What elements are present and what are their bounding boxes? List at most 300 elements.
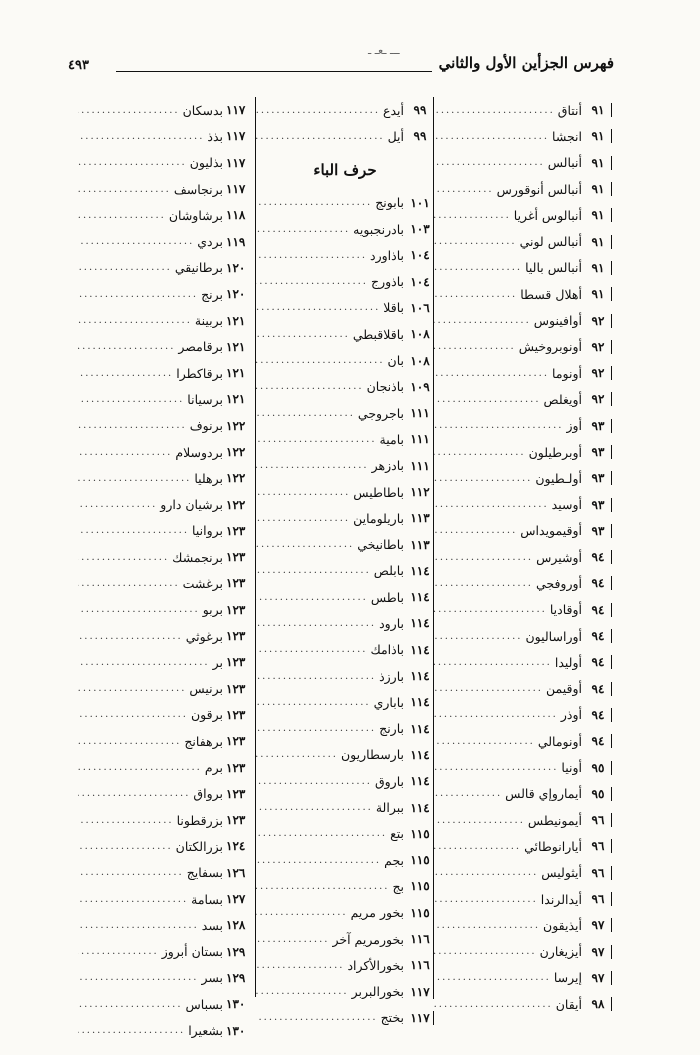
entry-name: بخورالبربر	[351, 984, 404, 1000]
leader-dots	[256, 934, 332, 945]
leader-dots	[256, 1012, 381, 1023]
entry-name: برسيانا	[187, 391, 223, 407]
leader-dots	[434, 210, 514, 221]
index-entry	[256, 400, 434, 426]
index-entry	[256, 295, 434, 321]
entry-page-number: ٩٤	[585, 550, 612, 564]
entry-name: بردي	[197, 234, 223, 250]
entry-page-number: ١٢٩	[226, 944, 246, 959]
entry-name: برهفانج	[184, 733, 223, 749]
leader-dots	[256, 329, 353, 340]
index-entry	[256, 216, 434, 242]
leader-dots	[434, 552, 536, 563]
index-entry	[434, 518, 612, 544]
leader-dots	[256, 802, 376, 813]
leader-dots	[78, 841, 176, 852]
entry-page-number: ١٢٣	[226, 629, 246, 644]
index-entry	[78, 386, 256, 412]
leader-dots	[256, 828, 390, 839]
entry-name: أنتاق	[557, 102, 582, 118]
index-entry	[256, 952, 434, 978]
entry-page-number: ١٢٤	[226, 839, 246, 854]
entry-page-number: ١١٧	[407, 985, 434, 999]
index-entry	[78, 702, 256, 728]
leader-dots	[78, 341, 178, 352]
entry-page-number: ٩٤	[585, 629, 612, 643]
index-entry	[434, 965, 612, 991]
index-entry	[434, 544, 612, 570]
index-column-1	[433, 97, 612, 1012]
entry-name: بدسكان	[182, 102, 223, 118]
leader-dots	[256, 539, 357, 550]
leader-dots	[434, 262, 525, 273]
entry-page-number: ١١٥	[407, 906, 434, 920]
index-entry	[78, 97, 256, 123]
leader-dots	[78, 867, 187, 878]
entry-name: بزرالكتان	[175, 838, 223, 854]
leader-dots	[78, 473, 194, 484]
entry-name: بسر	[201, 970, 223, 986]
index-entry	[256, 1005, 434, 1031]
entry-name: أيدع	[383, 102, 404, 118]
entry-page-number: ١١١	[407, 432, 434, 446]
leader-dots	[256, 697, 374, 708]
leader-dots	[78, 157, 190, 168]
entry-page-number: ١١٢	[407, 485, 434, 499]
index-entry	[78, 649, 256, 675]
entry-page-number: ١٢١	[226, 366, 246, 381]
index-entry	[78, 807, 256, 833]
index-entry	[78, 728, 256, 754]
entry-page-number: ١٢٠	[226, 287, 246, 302]
entry-page-number: ٩٤	[585, 603, 612, 617]
leader-dots	[256, 276, 371, 287]
entry-page-number: ٩١	[585, 261, 612, 275]
leader-dots	[434, 499, 552, 510]
index-entry	[434, 150, 612, 176]
entry-name: بان	[387, 353, 404, 369]
entry-name: بزرقطونا	[176, 812, 223, 828]
entry-page-number: ٩٧	[585, 971, 612, 985]
leader-dots	[434, 736, 538, 747]
index-entry	[434, 833, 612, 859]
entry-page-number: ١٢٣	[226, 523, 246, 538]
entry-name: برنوف	[189, 418, 223, 434]
entry-name: بربينة	[194, 313, 223, 329]
entry-page-number: ١٢٦	[226, 865, 246, 880]
entry-name: أوروفجي	[535, 575, 582, 591]
index-entry	[256, 900, 434, 926]
index-entry	[256, 426, 434, 452]
entry-name: باريلوماين	[353, 510, 404, 526]
index-entry	[256, 610, 434, 636]
leader-dots	[256, 197, 375, 208]
entry-page-number: ١١٦	[407, 932, 434, 946]
leader-dots	[256, 776, 375, 787]
leader-dots	[434, 289, 520, 300]
index-entry	[78, 965, 256, 991]
index-entry	[434, 807, 612, 833]
entry-name: إيرسا	[553, 970, 582, 986]
index-entry	[78, 228, 256, 254]
index-entry	[256, 321, 434, 347]
entry-page-number: ١٢١	[226, 392, 246, 407]
entry-page-number: ١٢٢	[226, 471, 246, 486]
index-entry	[78, 886, 256, 912]
leader-dots	[78, 262, 175, 273]
entry-page-number: ٩٣	[585, 471, 612, 485]
leader-dots	[434, 394, 544, 405]
index-entry	[256, 979, 434, 1005]
index-entry	[434, 386, 612, 412]
index-entry	[78, 912, 256, 938]
leader-dots	[434, 315, 534, 326]
entry-name: بذذ	[207, 128, 223, 144]
entry-page-number: ١١٤	[407, 590, 434, 604]
entry-name: أنبالس لوني	[519, 234, 582, 250]
leader-dots	[434, 447, 529, 458]
leader-dots	[434, 867, 541, 878]
index-entry	[256, 794, 434, 820]
entry-name: أولـطيون	[535, 470, 582, 486]
entry-name: برغوثي	[185, 628, 223, 644]
entry-name: أوشيرس	[536, 549, 582, 565]
entry-page-number: ٩١	[585, 182, 612, 196]
index-entry	[78, 991, 256, 1017]
entry-name: بخورمريم آخر	[332, 931, 404, 947]
leader-dots	[256, 487, 353, 498]
entry-name: أوبرطيلون	[528, 444, 582, 460]
entry-name: أوسيد	[551, 497, 582, 513]
leader-dots	[78, 236, 197, 247]
index-entry	[256, 584, 434, 610]
index-entry	[434, 281, 612, 307]
index-entry	[434, 307, 612, 333]
index-entry	[256, 479, 434, 505]
index-entry	[78, 623, 256, 649]
entry-name: أونيا	[561, 760, 582, 776]
entry-page-number: ١٣٠	[226, 1023, 246, 1038]
leader-dots	[256, 513, 353, 524]
entry-name: بارود	[379, 615, 404, 631]
entry-page-number: ٩٧	[585, 918, 612, 932]
index-entry	[78, 176, 256, 202]
entry-page-number: ١٠٨	[407, 327, 434, 341]
entry-page-number: ١١٧	[226, 129, 246, 144]
entry-name: بسامة	[191, 891, 223, 907]
index-entry	[434, 623, 612, 649]
index-entry	[434, 860, 612, 886]
entry-page-number: ٩٤	[585, 576, 612, 590]
leader-dots	[78, 604, 203, 615]
index-entry	[78, 123, 256, 149]
entry-page-number: ٩٦	[585, 813, 612, 827]
leader-dots	[256, 302, 383, 313]
entry-name: باطاطيس	[353, 484, 404, 500]
entry-page-number: ١٣٠	[226, 997, 246, 1012]
entry-name: برنيس	[189, 681, 223, 697]
entry-page-number: ١١٤	[407, 774, 434, 788]
leader-dots	[78, 972, 201, 983]
leader-dots	[78, 1025, 188, 1036]
entry-name: أيارانوطائي	[524, 838, 582, 854]
entry-page-number: ١١٤	[407, 801, 434, 815]
entry-page-number: ١٢١	[226, 313, 246, 328]
entry-name: برشيان دارو	[160, 497, 223, 513]
entry-page-number: ١١٤	[407, 564, 434, 578]
entry-name: باذامك	[370, 642, 404, 658]
index-entry	[434, 360, 612, 386]
index-entry	[256, 531, 434, 557]
leader-dots	[256, 881, 392, 892]
index-entry	[434, 123, 612, 149]
entry-name: برقون	[191, 707, 223, 723]
entry-name: أيل	[387, 128, 404, 144]
leader-dots	[434, 473, 535, 484]
leader-dots	[78, 552, 172, 563]
entry-page-number: ١١٩	[226, 234, 246, 249]
index-entry	[256, 821, 434, 847]
leader-dots	[434, 788, 505, 799]
index-entry	[256, 768, 434, 794]
entry-name: أوقيمويداس	[520, 523, 582, 539]
entry-name: بجم	[384, 852, 404, 868]
entry-page-number: ١٠٨	[407, 354, 434, 368]
entry-name: بسد	[201, 917, 223, 933]
index-entry	[434, 202, 612, 228]
entry-name: بشعيرا	[188, 1023, 223, 1039]
index-column-3	[78, 97, 256, 1039]
leader-dots	[78, 578, 183, 589]
leader-dots	[256, 131, 388, 142]
entry-name: برواق	[193, 786, 223, 802]
entry-name: أيماروإي قالس	[505, 786, 582, 802]
entry-name: باطس	[370, 589, 404, 605]
leader-dots	[78, 289, 201, 300]
entry-name: ببرالة	[375, 800, 404, 816]
entry-name: باقلاقبطي	[352, 326, 404, 342]
entry-page-number: ١٢٢	[226, 445, 246, 459]
leader-dots	[256, 855, 384, 866]
entry-name: أيذيقون	[543, 917, 582, 933]
leader-dots	[78, 210, 169, 221]
index-entry	[434, 491, 612, 517]
entry-page-number: ١٢٣	[226, 576, 246, 591]
leader-dots	[78, 946, 162, 957]
entry-page-number: ١٢٣	[226, 813, 246, 828]
leader-dots	[434, 604, 550, 615]
handwritten-mark: ـــ ـعـ ـ	[368, 44, 400, 57]
index-entry	[434, 754, 612, 780]
entry-page-number: ٩١	[585, 208, 612, 222]
entry-name: بادزهر	[371, 458, 404, 474]
entry-page-number: ٩١	[585, 235, 612, 249]
leader-dots	[434, 815, 528, 826]
leader-dots	[434, 762, 561, 773]
leader-dots	[78, 736, 184, 747]
leader-dots	[434, 894, 541, 905]
index-entry	[256, 847, 434, 873]
leader-dots	[256, 355, 388, 366]
entry-page-number: ١١٧	[407, 1011, 434, 1025]
leader-dots	[434, 946, 540, 957]
leader-dots	[434, 920, 543, 931]
entry-page-number: ١١١	[407, 406, 434, 420]
index-entry	[256, 637, 434, 663]
entry-name: بارسطاريون	[340, 747, 404, 763]
entry-page-number: ١١٨	[226, 208, 246, 223]
entry-page-number: ١٢٣	[226, 734, 246, 749]
entry-page-number: ١٢٣	[226, 786, 246, 801]
leader-dots	[434, 999, 556, 1010]
entry-page-number: ٩١	[585, 156, 612, 170]
index-entry	[256, 926, 434, 952]
index-entry	[78, 833, 256, 859]
entry-page-number: ١٢٣	[226, 760, 246, 775]
entry-name: برطانيقي	[174, 260, 223, 276]
leader-dots	[434, 841, 524, 852]
leader-dots	[434, 525, 520, 536]
entry-page-number: ١٢٣	[226, 550, 246, 565]
entry-name: برنجمشك	[172, 549, 223, 565]
index-entry	[434, 255, 612, 281]
entry-page-number: ١١٤	[407, 722, 434, 736]
leader-dots	[434, 631, 525, 642]
leader-dots	[78, 105, 183, 116]
leader-dots	[256, 408, 358, 419]
leader-dots	[434, 184, 497, 195]
leader-dots	[434, 709, 561, 720]
index-entry	[256, 689, 434, 715]
entry-page-number: ٩٣	[585, 524, 612, 538]
index-entry	[434, 702, 612, 728]
entry-page-number: ١١٤	[407, 695, 434, 709]
entry-name: برقاكطرا	[176, 365, 223, 381]
leader-dots	[78, 420, 190, 431]
index-entry	[434, 991, 612, 1017]
entry-name: بسفايج	[186, 865, 223, 881]
leader-dots	[78, 657, 213, 668]
entry-page-number: ١١٦	[407, 958, 434, 972]
index-entry	[434, 728, 612, 754]
entry-page-number: ٩٤	[585, 734, 612, 748]
entry-name: باطانيخي	[357, 537, 404, 553]
index-entry	[434, 939, 612, 965]
index-entry	[256, 453, 434, 479]
leader-dots	[78, 315, 195, 326]
index-columns	[78, 97, 612, 1039]
entry-page-number: ٩٤	[585, 655, 612, 669]
leader-dots	[434, 578, 536, 589]
leader-dots	[78, 683, 189, 694]
entry-page-number: ١٠٦	[407, 301, 434, 315]
entry-page-number: ١١٣	[407, 538, 434, 552]
page-number: ٤٩٣	[68, 58, 89, 73]
entry-page-number: ٩٥	[585, 761, 612, 775]
entry-name: بستان أبروز	[161, 944, 223, 960]
index-entry	[434, 228, 612, 254]
leader-dots	[256, 723, 379, 734]
entry-name: أيثوليس	[541, 865, 582, 881]
leader-dots	[256, 960, 347, 971]
entry-name: باقلا	[383, 300, 404, 316]
section-heading: حرف الباء	[313, 160, 377, 179]
entry-name: أيقان	[555, 996, 582, 1012]
entry-page-number: ٩١	[585, 287, 612, 301]
entry-name: برم	[204, 760, 223, 776]
entry-name: أوز	[566, 418, 582, 434]
index-entry	[78, 939, 256, 965]
entry-name: باذورج	[371, 274, 404, 290]
index-entry	[256, 242, 434, 268]
entry-name: أيدالرندا	[540, 891, 582, 907]
entry-page-number: ١٢٩	[226, 970, 246, 985]
entry-name: أويغلص	[543, 391, 582, 407]
entry-name: أوقاديا	[549, 602, 582, 618]
index-entry	[434, 597, 612, 623]
entry-page-number: ١٢٣	[226, 655, 246, 670]
leader-dots	[256, 434, 380, 445]
entry-name: بتع	[390, 826, 404, 842]
leader-dots	[434, 131, 552, 142]
index-entry	[78, 570, 256, 596]
index-entry	[78, 860, 256, 886]
entry-name: بر	[212, 654, 223, 670]
entry-page-number: ١٢٢	[226, 418, 246, 433]
entry-name: أنبالس	[547, 155, 582, 171]
leader-dots	[256, 565, 374, 576]
index-entry	[434, 97, 612, 123]
entry-page-number: ٩٤	[585, 682, 612, 696]
index-entry	[434, 649, 612, 675]
index-entry	[78, 439, 256, 465]
entry-name: باجروجي	[357, 405, 404, 421]
index-entry	[434, 334, 612, 360]
index-entry	[434, 413, 612, 439]
entry-name: أوافينوس	[533, 313, 582, 329]
leader-dots	[78, 894, 191, 905]
index-entry	[78, 1017, 256, 1043]
index-entry	[256, 558, 434, 584]
entry-name: بابلص	[373, 563, 404, 579]
leader-dots	[78, 131, 207, 142]
leader-dots	[434, 657, 555, 668]
leader-dots	[78, 447, 175, 458]
entry-page-number: ١٢٠	[226, 260, 246, 275]
index-entry	[78, 491, 256, 517]
leader-dots	[434, 972, 554, 983]
entry-page-number: ٩٥	[585, 787, 612, 801]
entry-page-number: ١٠٣	[407, 222, 434, 236]
entry-page-number: ١٢٣	[226, 681, 246, 696]
entry-page-number: ١١٥	[407, 879, 434, 893]
entry-page-number: ١٠٤	[407, 275, 434, 289]
entry-page-number: ١٠٩	[407, 380, 434, 394]
entry-name: أهلال قسطا	[520, 286, 582, 302]
index-entry	[434, 781, 612, 807]
index-entry	[434, 465, 612, 491]
entry-name: أيزيغارن	[539, 944, 582, 960]
entry-page-number: ٩٦	[585, 866, 612, 880]
leader-dots	[78, 788, 193, 799]
index-entry	[78, 465, 256, 491]
index-entry	[256, 873, 434, 899]
index-entry	[434, 176, 612, 202]
entry-page-number: ١٠٤	[407, 248, 434, 262]
leader-dots	[256, 618, 379, 629]
entry-name: برغشت	[182, 575, 223, 591]
leader-dots	[434, 420, 566, 431]
